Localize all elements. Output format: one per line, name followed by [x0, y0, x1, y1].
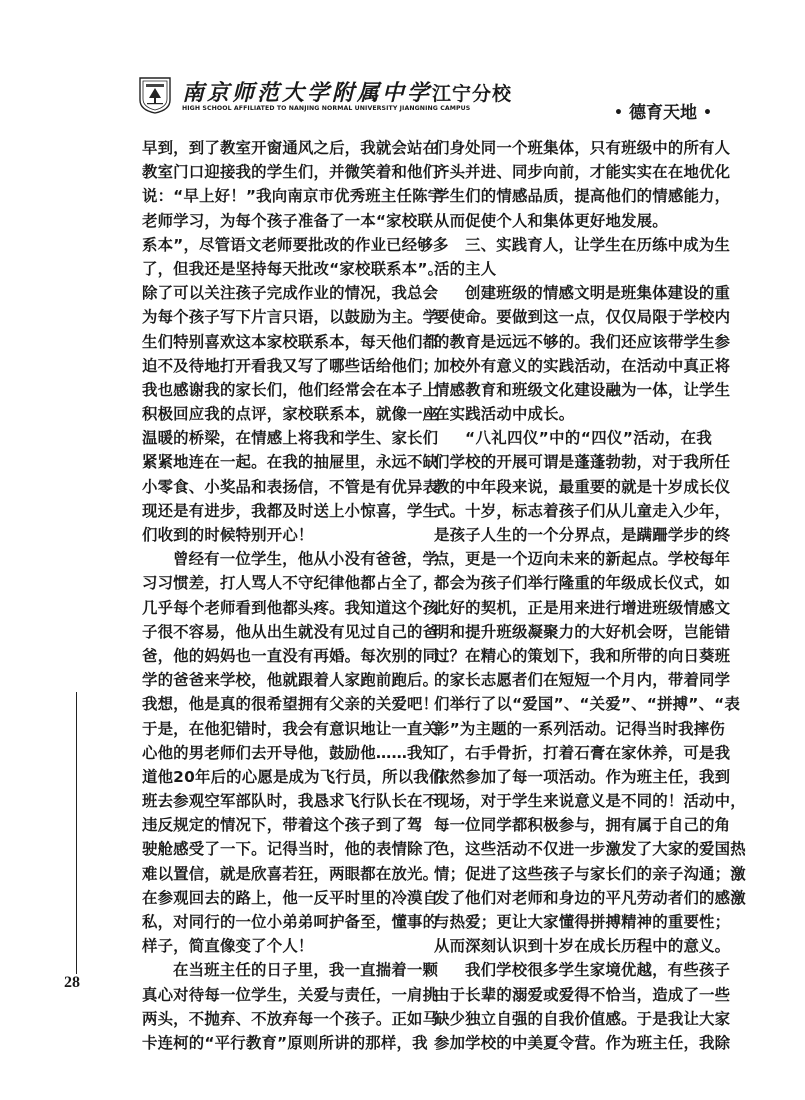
text-line: 要使命。要做到这一点，仅仅局限于学校内 — [434, 308, 731, 327]
school-name-en: HIGH SCHOOL AFFILIATED TO NANJING NORMAL UNIVERSITY JIANGNING CAMPUS — [182, 105, 471, 112]
text-line: 积极回应我的点评，家校联系本，就像一座 — [142, 405, 439, 424]
text-line: 小零食、小奖品和表扬信，不管是有优异表 — [142, 477, 439, 496]
text-line: 创建班级的情感文明是班集体建设的重 — [465, 284, 731, 303]
text-line: 活的主人 — [434, 259, 497, 278]
text-line: 们收到的时候特别开心！ — [142, 526, 314, 544]
text-line: 道他20年后的心愿是成为飞行员，所以我们 — [142, 767, 445, 786]
text-line: 了，但我还是坚持每天批改“家校联系本”。 — [142, 259, 444, 278]
text-line: 于是，在他犯错时，我会有意识地让一直关 — [142, 719, 439, 738]
text-line: 生们特别喜欢这本家校联系本，每天他们都 — [142, 332, 439, 351]
text-line: “八礼四仪”中的“四仪”活动，在我 — [465, 429, 712, 448]
school-name — [182, 76, 512, 107]
text-line: 系本”，尽管语文老师要批改的作业已经够多 — [142, 235, 449, 254]
text-line: 们举行了以“爱国”、“关爱”、“拼搏”、“表 — [434, 695, 741, 714]
text-line: 为每个孩子写下片言只语，以鼓励为主。学 — [142, 308, 439, 327]
text-line: 说：“早上好！”我向南京市优秀班主任陈宇 — [142, 187, 444, 206]
text-line: 驶舱感受了一下。记得当时，他的表情除了 — [142, 840, 439, 859]
margin-rule — [76, 692, 77, 974]
section-title — [608, 98, 718, 123]
text-line: 式。十岁，标志着孩子们从儿童走入少年， — [434, 501, 731, 520]
text-line: 学生们的情感品质，提高他们的情感能力， — [434, 187, 731, 206]
bullet-icon: • — [614, 105, 623, 121]
text-line: 彰”为主题的一系列活动。记得当时我摔伤 — [434, 719, 725, 738]
text-line: 两头，不抛弃、不放弃每一个孩子。正如马 — [142, 1009, 439, 1028]
text-line: 几乎每个老师看到他都头疼。我知道这个孩 — [142, 598, 439, 617]
text-line: 加校外有意义的实践活动，在活动中真正将 — [434, 356, 731, 375]
text-line: 的家长志愿者们在短短一个月内，带着同学 — [434, 671, 731, 690]
text-line: 习习惯差，打人骂人不守纪律他都占全了， — [142, 574, 439, 593]
text-line: 点，更是一个迈向未来的新起点。学校每年 — [434, 550, 731, 569]
school-name-cn: 南京师范大学附属中学 — [182, 80, 433, 106]
text-line: 早到，到了教室开窗通风之后，我就会站在 — [142, 139, 439, 157]
text-line: 曾经有一位学生，他从小没有爸爸，学 — [173, 550, 439, 569]
text-line: 我想，他是真的很希望拥有父亲的关爱吧！ — [142, 695, 439, 714]
text-line: 齐头并进、同步向前，才能实实在在地优化 — [434, 163, 731, 182]
text-line: 由于长辈的溺爱或爱得不恰当，造成了一些 — [434, 985, 731, 1004]
text-line: 们学校的开展可谓是蓬蓬勃勃，对于我所任 — [434, 453, 731, 472]
section-title-text: 德育天地 — [628, 103, 697, 123]
text-line: 爸，他的妈妈也一直没有再婚。每次别的同 — [142, 646, 439, 665]
text-line: 在参观回去的路上，他一反平时里的冷漠自 — [142, 888, 439, 907]
text-line: 过？在精心的策划下，我和所带的向日葵班 — [434, 646, 731, 665]
text-line: 子很不容易，他从出生就没有见过自己的爸 — [142, 622, 439, 641]
campus-name: 江宁分校 — [432, 83, 513, 105]
text-line: 我们学校很多学生家境优越，有些孩子 — [465, 961, 731, 980]
text-line: 私，对同行的一位小弟弟呵护备至，懂事的 — [142, 913, 439, 931]
text-line: 是孩子人生的一个分界点，是蹒跚学步的终 — [434, 526, 731, 544]
text-line: 老师学习，为每个孩子准备了一本“家校联 — [142, 211, 433, 230]
text-line: 依然参加了每一项活动。作为班主任，我到 — [434, 767, 731, 786]
text-line: 现还是有进步，我都及时送上小惊喜，学生 — [142, 501, 439, 520]
text-line: 心他的男老师们去开导他，鼓励他……我知 — [142, 743, 439, 762]
text-line: 情；促进了这些孩子与家长们的亲子沟通；激 — [434, 864, 746, 883]
text-line: 班去参观空军部队时，我恳求飞行队长在不 — [142, 792, 439, 811]
text-line: 参加学校的中美夏令营。作为班主任，我除 — [434, 1033, 731, 1052]
text-line: 现场，对于学生来说意义是不同的！活动中， — [434, 792, 746, 811]
text-line: 教室门口迎接我的学生们，并微笑着和他们 — [142, 163, 439, 182]
text-line: 违反规定的情况下，带着这个孩子到了驾 — [142, 816, 423, 835]
text-line: 在实践活动中成长。 — [434, 405, 575, 424]
text-line: 从而促使个人和集体更好地发展。 — [434, 211, 668, 230]
text-line: 紧紧地连在一起。在我的抽屉里，永远不缺 — [142, 453, 439, 472]
school-crest-icon — [138, 76, 172, 114]
text-line: 此好的契机，正是用来进行增进班级情感文 — [434, 598, 731, 617]
text-line: 教的中年段来说，最重要的就是十岁成长仪 — [434, 477, 731, 496]
text-line: 们身处同一个班集体，只有班级中的所有人 — [434, 139, 731, 157]
text-line: 真心对待每一位学生，关爱与责任，一肩挑 — [142, 985, 439, 1004]
text-line: 学的爸爸来学校，他就跟着人家跑前跑后。 — [142, 671, 439, 690]
text-line: 色，这些活动不仅进一步激发了大家的爱国热 — [434, 840, 746, 859]
text-line: 情感教育和班级文化建设融为一体，让学生 — [434, 380, 731, 399]
text-line: 与热爱；更让大家懂得拼搏精神的重要性； — [434, 913, 731, 931]
text-line: 发了他们对老师和身边的平凡劳动者们的感激 — [434, 888, 746, 907]
text-line: 的教育是远远不够的。我们还应该带学生参 — [434, 332, 731, 351]
text-line: 样子，简直像变了个人！ — [142, 937, 314, 956]
text-line: 除了可以关注孩子完成作业的情况，我总会 — [142, 284, 439, 303]
text-line: 迫不及待地打开看我又写了哪些话给他们； — [142, 356, 439, 375]
text-column-left — [142, 136, 449, 1055]
bullet-icon: • — [702, 105, 712, 121]
text-line: 我也感谢我的家长们，他们经常会在本子上 — [142, 380, 439, 399]
text-line: 从而深刻认识到十岁在成长历程中的意义。 — [434, 937, 731, 956]
text-line: 在当班主任的日子里，我一直揣着一颗 — [173, 961, 439, 980]
page-number: 28 — [64, 974, 80, 991]
text-line: 温暖的桥梁，在情感上将我和学生、家长们 — [142, 429, 439, 448]
text-line: 卡连柯的“平行教育”原则所讲的那样，我 — [142, 1033, 428, 1052]
text-column-right — [434, 136, 746, 1055]
text-line: 缺少独立自强的自我价值感。于是我让大家 — [434, 1009, 731, 1028]
text-line: 都会为孩子们举行隆重的年级成长仪式，如 — [434, 574, 731, 593]
text-line: 每一位同学都积极参与，拥有属于自己的角 — [434, 816, 731, 835]
text-line: 三、实践育人，让学生在历练中成为生 — [465, 235, 731, 254]
text-line: 了，右手骨折，打着石膏在家休养，可是我 — [434, 743, 731, 762]
text-line: 难以置信，就是欣喜若狂，两眼都在放光。 — [142, 864, 439, 883]
text-line: 明和提升班级凝聚力的大好机会呀，岂能错 — [434, 622, 731, 641]
